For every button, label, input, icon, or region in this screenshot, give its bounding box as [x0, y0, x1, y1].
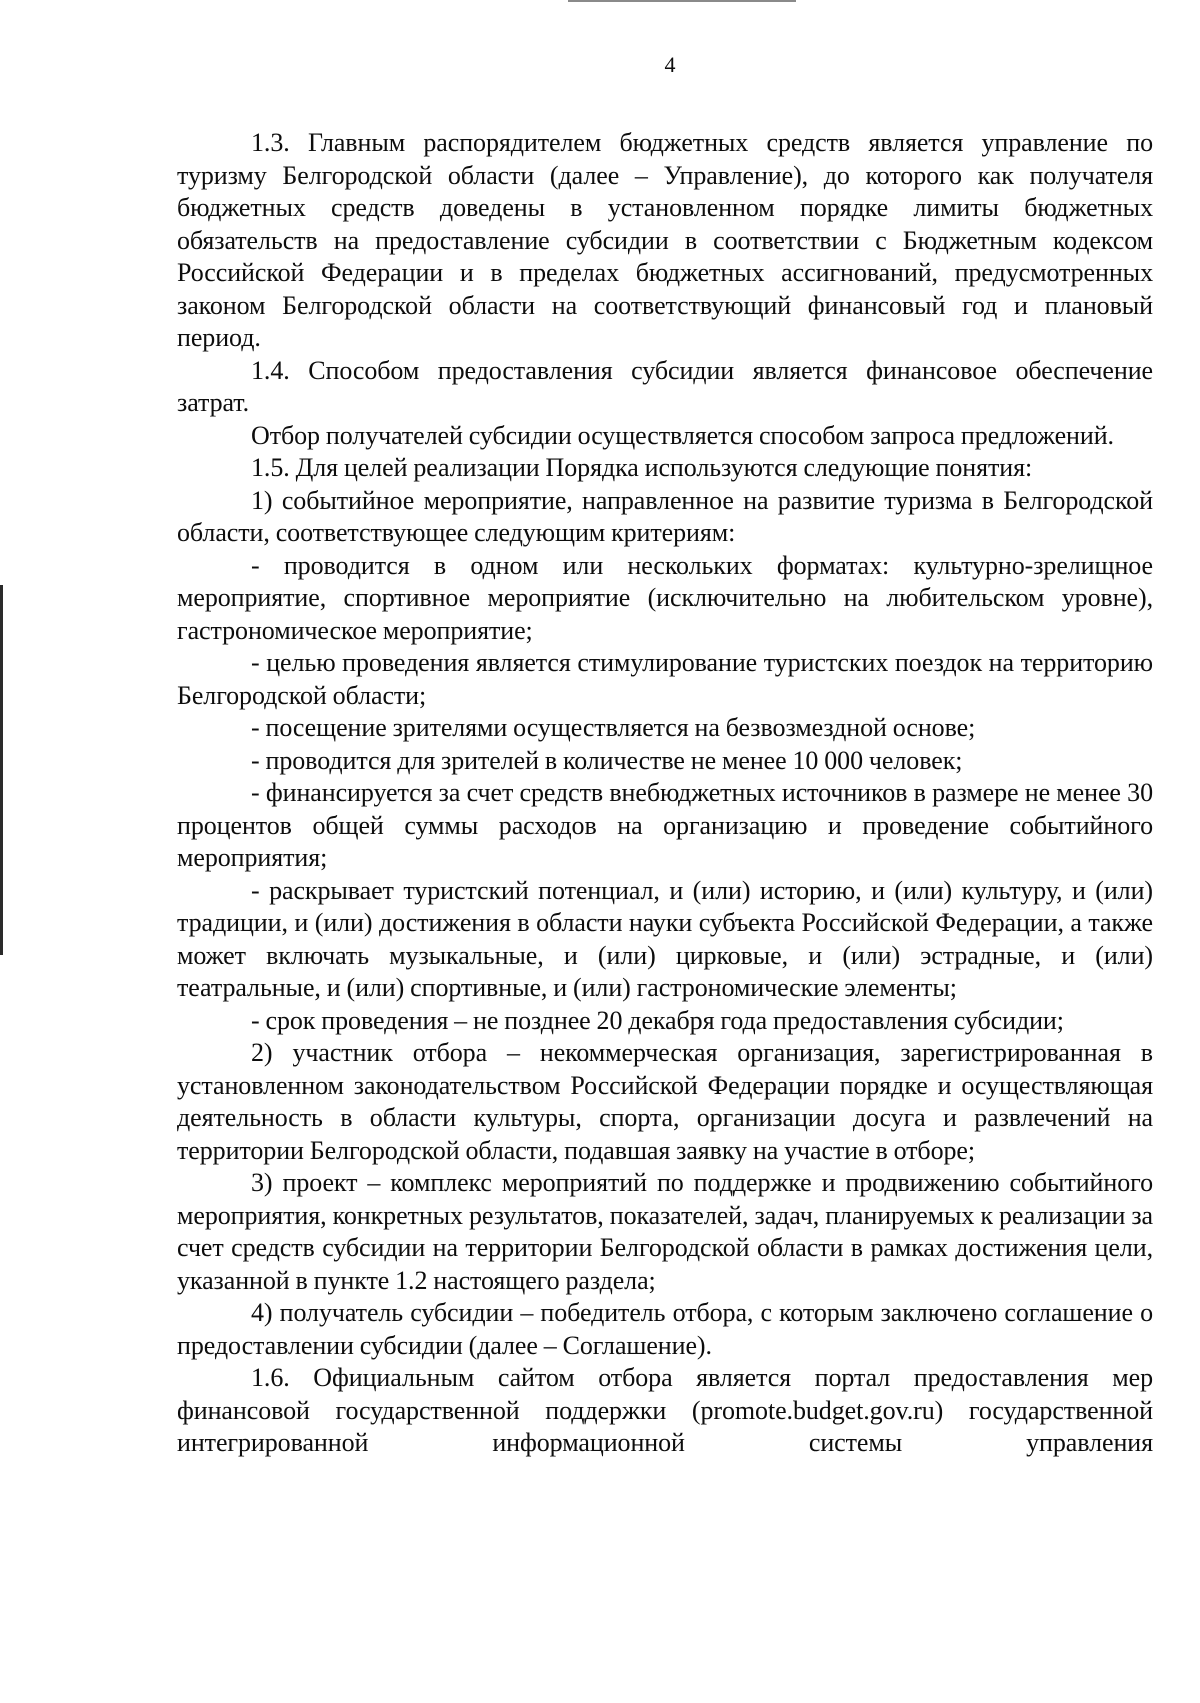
scan-top-line [568, 0, 796, 2]
paragraph-1-6: 1.6. Официальным сайтом отбора является портал предоставления мер финансовой государственной поддержки (promote.budget.gov.ru) государственной интегрированной информационной системы управления [177, 1363, 1153, 1457]
document-body [177, 127, 1153, 1460]
criterion-funding: - финансируется за счет средств внебюджетных источников в размере не менее 30 процентов общей суммы расходов на организацию и проведение событийного мероприятия; [177, 778, 1153, 872]
scan-left-edge [0, 585, 3, 955]
definition-participant: 2) участник отбора – некоммерческая организация, зарегистрированная в установленном законодательством Российской Федерации порядке и осуществляющая деятельность в области культуры, спорта, организации досуга и развлечений на территории Белгородской области, подавшая заявку на участие в отборе; [177, 1038, 1153, 1165]
page-number: 4 [664, 52, 676, 77]
definition-recipient: 4) получатель субсидии – победитель отбора, с которым заключено соглашение о предоставлении субсидии (далее – Соглашение). [177, 1298, 1153, 1360]
paragraph-selection: Отбор получателей субсидии осуществляется способом запроса предложений. [251, 420, 1114, 450]
definition-project: 3) проект – комплекс мероприятий по поддержке и продвижению событийного мероприятия, конкретных результатов, показателей, задач, планируемых к реализации за счет средств субсидии на территории Белгородской области в рамках достижения цели, указанной в пункте 1.2 настоящего раздела; [177, 1168, 1153, 1295]
definition-event: 1) событийное мероприятие, направленное на развитие туризма в Белгородской области, соответствующее следующим критериям: [177, 485, 1153, 547]
criterion-purpose: - целью проведения является стимулирование туристских поездок на территорию Белгородской области; [177, 648, 1153, 710]
paragraph-1-5: 1.5. Для целей реализации Порядка используются следующие понятия: [251, 453, 1033, 482]
criterion-audience-size: - проводится для зрителей в количестве не менее 10 000 человек; [251, 745, 963, 775]
criterion-deadline: - срок проведения – не позднее 20 декабря года предоставления субсидии; [251, 1005, 1064, 1035]
criterion-content: - раскрывает туристский потенциал, и (или) историю, и (или) культуру, и (или) традиции, и (или) достижения в области науки субъекта Российской Федерации, а также может включать музыкальные, и (или) цирковые, и (или) эстрадные, и (или) театральные, и (или) спортивные, и (или) гастрономические элементы; [177, 875, 1153, 1002]
criterion-free-attendance: - посещение зрителями осуществляется на безвозмездной основе; [251, 713, 976, 742]
criterion-formats: - проводится в одном или нескольких форматах: культурно-зрелищное мероприятие, спортивное мероприятие (исключительно на любительском уровне), гастрономическое мероприятие; [177, 550, 1153, 645]
paragraph-1-3: 1.3. Главным распорядителем бюджетных средств является управление по туризму Белгородской области (далее – Управление), до которого как получателя бюджетных средств доведены в установленном порядке лимиты бюджетных обязательств на предоставление субсидии в соответствии с Бюджетным кодексом Российской Федерации и в пределах бюджетных ассигнований, предусмотренных законом Белгородской области на соответствующий финансовый год и плановый период. [177, 128, 1153, 352]
paragraph-1-4: 1.4. Способом предоставления субсидии является финансовое обеспечение затрат. [177, 355, 1153, 417]
